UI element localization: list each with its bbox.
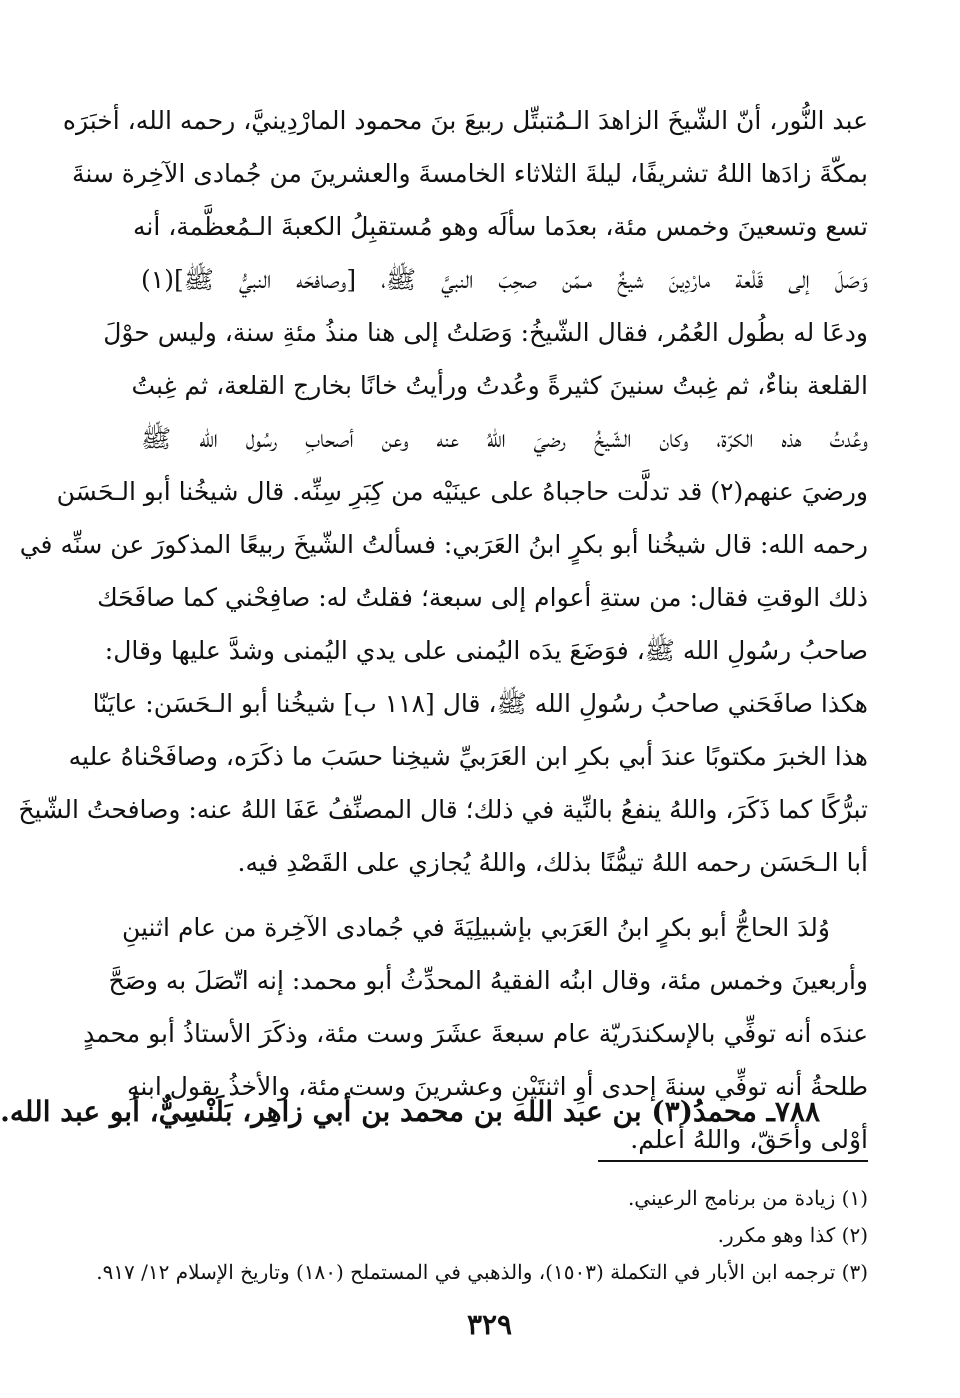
text-line: وعُدتُ هذه الكرّة، وكان الشّيخُ رضيَ اللهُ عنه وعن أصحابِ رسُول الله ﷺ bbox=[141, 424, 868, 453]
footnote-1: (١) زيادة من برنامج الرعيني. bbox=[627, 1186, 868, 1210]
text-line: أبا الـحَسَن رحمه اللهُ تيمُّنًا بذلك، واللهُ يُجازي على القَصْدِ فيه. bbox=[237, 848, 868, 877]
entry-heading: ٧٨٨ـ محمدُ(٣) بن عبد الله بن محمد بن أبي زاهِر، بَلَنْسِيٌّ، أبو عبد الله. bbox=[0, 1095, 820, 1128]
text-line: عندَه أنه توفِّي بالإسكندَريّة عام سبعةَ عشَرَ وست مئة، وذكَرَ الأستاذُ أبو محمدٍ bbox=[83, 1019, 868, 1048]
text-line: ذلك الوقتِ فقال: من ستةِ أعوام إلى سبعة؛ فقلتُ له: صافِحْني كما صافَحَك bbox=[97, 583, 868, 612]
text-line: بمكّةَ زادَها اللهُ تشريفًا، ليلةَ الثلاثاء الخامسةَ والعشرينَ من جُمادى الآخِرة سنةَ bbox=[71, 159, 868, 188]
text-line: صاحبُ رسُولِ الله ﷺ، فوَضَعَ يدَه اليُمنى على يدي اليُمنى وشدَّ عليها وقال: bbox=[104, 636, 868, 665]
text-line: رحمه الله: قال شيخُنا أبو بكرٍ ابنُ العَرَبي: فسألتُ الشّيخَ ربيعًا المذكورَ عن سنِّه في bbox=[19, 530, 868, 559]
text-line: وَصَلَ إلى قَلْعة مارْدِينَ شيخٌ مـمّن صحِبَ النبيَّ ﷺ، [وصافحَه النبيُّ ﷺ](١) bbox=[141, 265, 868, 294]
footnotes bbox=[96, 1180, 868, 1291]
paragraph-1 bbox=[18, 94, 868, 889]
text-line: ورضيَ عنهم(٢) قد تدلَّت حاجباهُ على عينَيْه من كِبَرِ سِنِّه. قال شيخُنا أبو الـحَسَن bbox=[56, 477, 868, 506]
footnote-3: (٣) ترجمه ابن الأبار في التكملة (١٥٠٣)، والذهبي في المستملح (١٨٠) وتاريخ الإسلام ١٢/ ٩١٧. bbox=[96, 1260, 868, 1284]
text-line: وُلدَ الحاجُّ أبو بكرٍ ابنُ العَرَبي بإشبيلِيَةَ في جُمادى الآخِرة من عام اثنينِ bbox=[121, 913, 830, 942]
footnote-2: (٢) كذا وهو مكرر. bbox=[717, 1223, 868, 1247]
text-line: أوْلى وأحَقّ، واللهُ أعلم. bbox=[630, 1125, 868, 1154]
paragraph-gap bbox=[141, 889, 868, 901]
text-line: هكذا صافَحَني صاحبُ رسُولِ الله ﷺ، قال [١١٨ ب] شيخُنا أبو الـحَسَن: عايَنّا bbox=[92, 689, 868, 718]
text-line: القلعة بناءٌ، ثم غِبتُ سنينَ كثيرةً وعُدتُ ورأيتُ خانًا بخارج القلعة، ثم غِبتُ bbox=[131, 371, 868, 400]
footnote-divider bbox=[598, 1160, 868, 1162]
text-line: ودعَا له بطُول العُمُر، فقال الشّيخُ: وَصَلتُ إلى هنا منذُ مئةِ سنة، وليس حوْلَ bbox=[103, 318, 868, 347]
text-line: تسع وتسعينَ وخمس مئة، بعدَما سألَه وهو مُستقبِلُ الكعبةَ الـمُعظَّمة، أنه bbox=[132, 212, 868, 241]
text-line: وأربعينَ وخمس مئة، وقال ابنُه الفقيهُ المحدِّثُ أبو محمد: إنه اتّصَلَ به وصَحَّ bbox=[108, 966, 868, 995]
text-line: هذا الخبرَ مكتوبًا عندَ أبي بكرِ ابن العَرَبيِّ شيخِنا حسَبَ ما ذكَرَه، وصافَحْناهُ عليه bbox=[68, 742, 868, 771]
page-number: ٣٢٩ bbox=[466, 1308, 513, 1341]
text-line: عبد النُّور، أنّ الشّيخَ الزاهدَ الـمُتبتِّل ربيعَ بنَ محمود المارْدِينيَّ، رحمه الله، أخبَرَه bbox=[62, 106, 868, 135]
text-line: طلحةُ أنه توفِّي سنةَ إحدى أوِ اثنتَيْنِ وعشرينَ وست مئة، والأخذُ بقول ابنهِ bbox=[126, 1072, 868, 1101]
text-line: تبرُّكًا كما ذَكَرَ، واللهُ ينفعُ بالنِّية في ذلك؛ قال المصنِّفُ عَفَا اللهُ عنه: وصافحتُ الشّيخَ bbox=[18, 795, 868, 824]
main-text-block bbox=[0, 94, 868, 1166]
